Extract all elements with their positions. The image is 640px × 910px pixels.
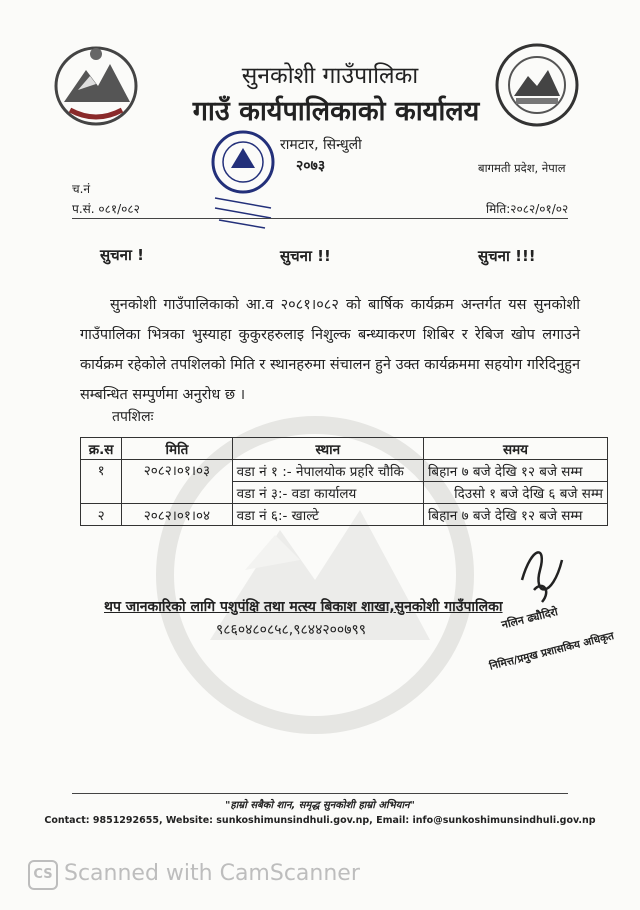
letter-date: मिति:२०८२/०१/०२ (486, 202, 569, 216)
notice-heading-2: सुचना !! (280, 247, 331, 265)
established-year: २०७३ (296, 158, 326, 174)
office-round-stamp-icon (205, 128, 281, 238)
cell-place: वडा नं ६:- खाल्टे (232, 504, 423, 526)
cell-place: वडा नं १ :- नेपालयोक प्रहरि चौकि (232, 460, 423, 482)
signatory-title: निमित्त/प्रमुख प्रशासकिय अधिकृत (488, 630, 616, 673)
col-header-place: स्थान (232, 438, 423, 460)
header-divider (72, 218, 568, 219)
schedule-label: तपशिलः (112, 409, 154, 425)
signatory-name: नलिन ढ्यौदिरो (500, 605, 560, 632)
cell-sn: १ (81, 460, 122, 504)
notice-heading-3: सुचना !!! (478, 247, 536, 265)
camscanner-logo-icon: CS (28, 860, 58, 890)
footer-contact: Contact: 9851292655, Website: sunkoshimunsindhuli.gov.np, Email: info@sunkoshimunsindhuli.gov.np (44, 815, 596, 826)
col-header-date: मिति (122, 438, 232, 460)
table-row (81, 460, 608, 482)
footer-divider (72, 793, 568, 794)
contact-info-line: थप जानकारिको लागि पशुपंक्षि तथा मत्स्य बिकाश शाखा,सुनकोशी गाउँपालिका (104, 599, 503, 615)
camscanner-watermark: Scanned with CamScanner (64, 861, 360, 886)
contact-phones: ९८६०४८०८५८,९८४४२००७९९ (216, 622, 367, 638)
cell-time: बिहान ७ बजे देखि १२ बजे सम्म (423, 504, 607, 526)
handwritten-signature-icon (512, 540, 572, 610)
col-header-sn: क्र.स (81, 438, 122, 460)
cell-date: २०८२।०१।०४ (122, 504, 232, 526)
cell-sn: २ (81, 504, 122, 526)
province-name: बागमती प्रदेश, नेपाल (478, 161, 566, 175)
cell-date: २०८२।०१।०३ (122, 460, 232, 504)
patra-sankhya: प.सं. ०८१/०८२ (72, 202, 140, 216)
cell-time: दिउसो १ बजे देखि ६ बजे सम्म (423, 482, 607, 504)
cell-time: बिहान ७ बजे देखि १२ बजे सम्म (423, 460, 607, 482)
office-name: गाउँ कार्यपालिकाको कार्यालय (192, 96, 480, 127)
schedule-table (80, 437, 608, 526)
chalani-number: च.नं (72, 182, 91, 196)
notice-paragraph: सुनकोशी गाउँपालिकाको आ.व २०८१।०८२ को बार्षिक कार्यक्रम अन्तर्गत यस सुनकोशी गाउँपालिका भित्रका भुस्याहा कुकुरहरुलाइ निशुल्क बन्ध्याकरण शिबिर र रेबिज खोप लगाउने कार्यक्रम रहेकोले तपशिलको मिति र स्थानहरुमा संचालन हुने उक्त कार्यक्रममा सहयोग गरिदिनुहुन सम्बन्धित सम्पुर्णमा अनुरोध छ । (80, 297, 580, 403)
cell-place: वडा नं ३:- वडा कार्यालय (232, 482, 423, 504)
table-row (81, 504, 608, 526)
footer-slogan: "हाम्रो सबैको शान, समृद्ध सुनकोशी हाम्रो अभियान" (225, 800, 415, 811)
col-header-time: समय (423, 438, 607, 460)
table-header-row (81, 438, 608, 460)
municipality-name: सुनकोशी गाउँपालिका (241, 63, 419, 89)
office-address: रामटार, सिन्धुली (280, 137, 362, 153)
notice-heading-1: सुचना ! (100, 246, 144, 264)
